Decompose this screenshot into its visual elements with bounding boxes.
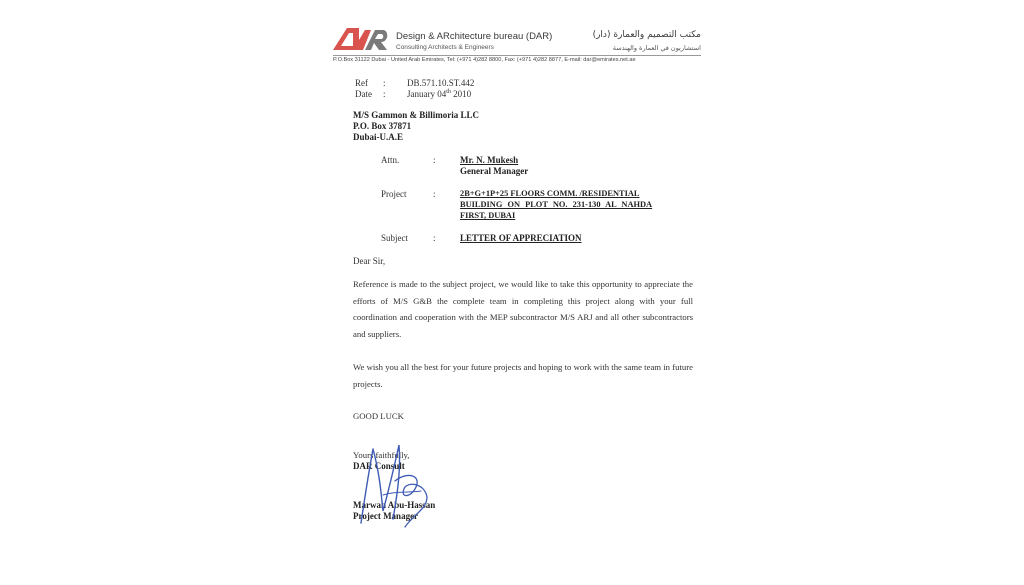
company-name-arabic: مكتب التصميم والعمارة (دار) bbox=[592, 30, 701, 40]
ref-colon: : bbox=[383, 78, 386, 88]
ref-label: Ref bbox=[355, 78, 368, 88]
body-paragraph-1: Reference is made to the subject project, we would like to take this opportunity to appreciate the efforts of M/S G&B the complete team in completing this project along with your full coordination and cooperation with the MEP subcontractor M/S ARJ and all other subcontractors and suppliers. bbox=[353, 279, 693, 339]
ref-value: DB.571.10.ST.442 bbox=[407, 78, 475, 88]
project-colon: : bbox=[433, 189, 436, 199]
company-subtitle-english: Consulting Architects & Engineers bbox=[396, 44, 494, 51]
attn-colon: : bbox=[433, 155, 436, 165]
project-line-1: 2B+G+1P+25 FLOORS COMM. /RESIDENTIAL bbox=[460, 189, 640, 198]
handwritten-signature bbox=[355, 441, 435, 531]
signoff-company: DAR Consult bbox=[353, 461, 405, 471]
attn-title: General Manager bbox=[460, 166, 529, 176]
signoff-yours: Yours faithfully, bbox=[353, 450, 410, 460]
company-subtitle-arabic: استشاريون في العمارة والهندسة bbox=[612, 44, 701, 52]
company-name-english: Design & ARchitecture bureau (DAR) bbox=[396, 31, 553, 42]
project-line-3: FIRST, DUBAI bbox=[460, 211, 516, 220]
project-line-2: BUILDING ON PLOT NO. 231-130 AL NAHDA bbox=[460, 200, 653, 209]
subject-colon: : bbox=[433, 233, 436, 243]
recipient-po-box: P.O. Box 37871 bbox=[353, 121, 412, 131]
date-label: Date bbox=[355, 89, 372, 99]
body-paragraph-2: We wish you all the best for your future projects and hoping to work with the same team in future projects. bbox=[353, 362, 693, 389]
closing-wish: GOOD LUCK bbox=[353, 411, 404, 421]
recipient-company: M/S Gammon & Billimoria LLC bbox=[353, 110, 479, 120]
subject-label: Subject bbox=[381, 233, 408, 243]
letterhead-divider bbox=[333, 55, 701, 56]
signatory-name: Marwan Abu-Hassan bbox=[353, 500, 436, 510]
date-colon: : bbox=[383, 89, 386, 99]
date-value: January 04th 2010 bbox=[407, 89, 472, 99]
dar-logo bbox=[331, 24, 389, 52]
company-address-line: P.O.Box 31122 Dubai - United Arab Emirates, Tel: (+971 4)282 8800, Fax: (+971 4)282 8877, E-mail: dar@emirates.net.ae bbox=[333, 57, 636, 63]
attn-label: Attn. bbox=[381, 155, 400, 165]
project-label: Project bbox=[381, 189, 407, 199]
signatory-role: Project Manager bbox=[353, 511, 419, 521]
subject-value: LETTER OF APPRECIATION bbox=[460, 233, 582, 243]
attn-name: Mr. N. Mukesh bbox=[460, 155, 519, 165]
salutation: Dear Sir, bbox=[353, 256, 386, 266]
recipient-city: Dubai-U.A.E bbox=[353, 132, 404, 142]
